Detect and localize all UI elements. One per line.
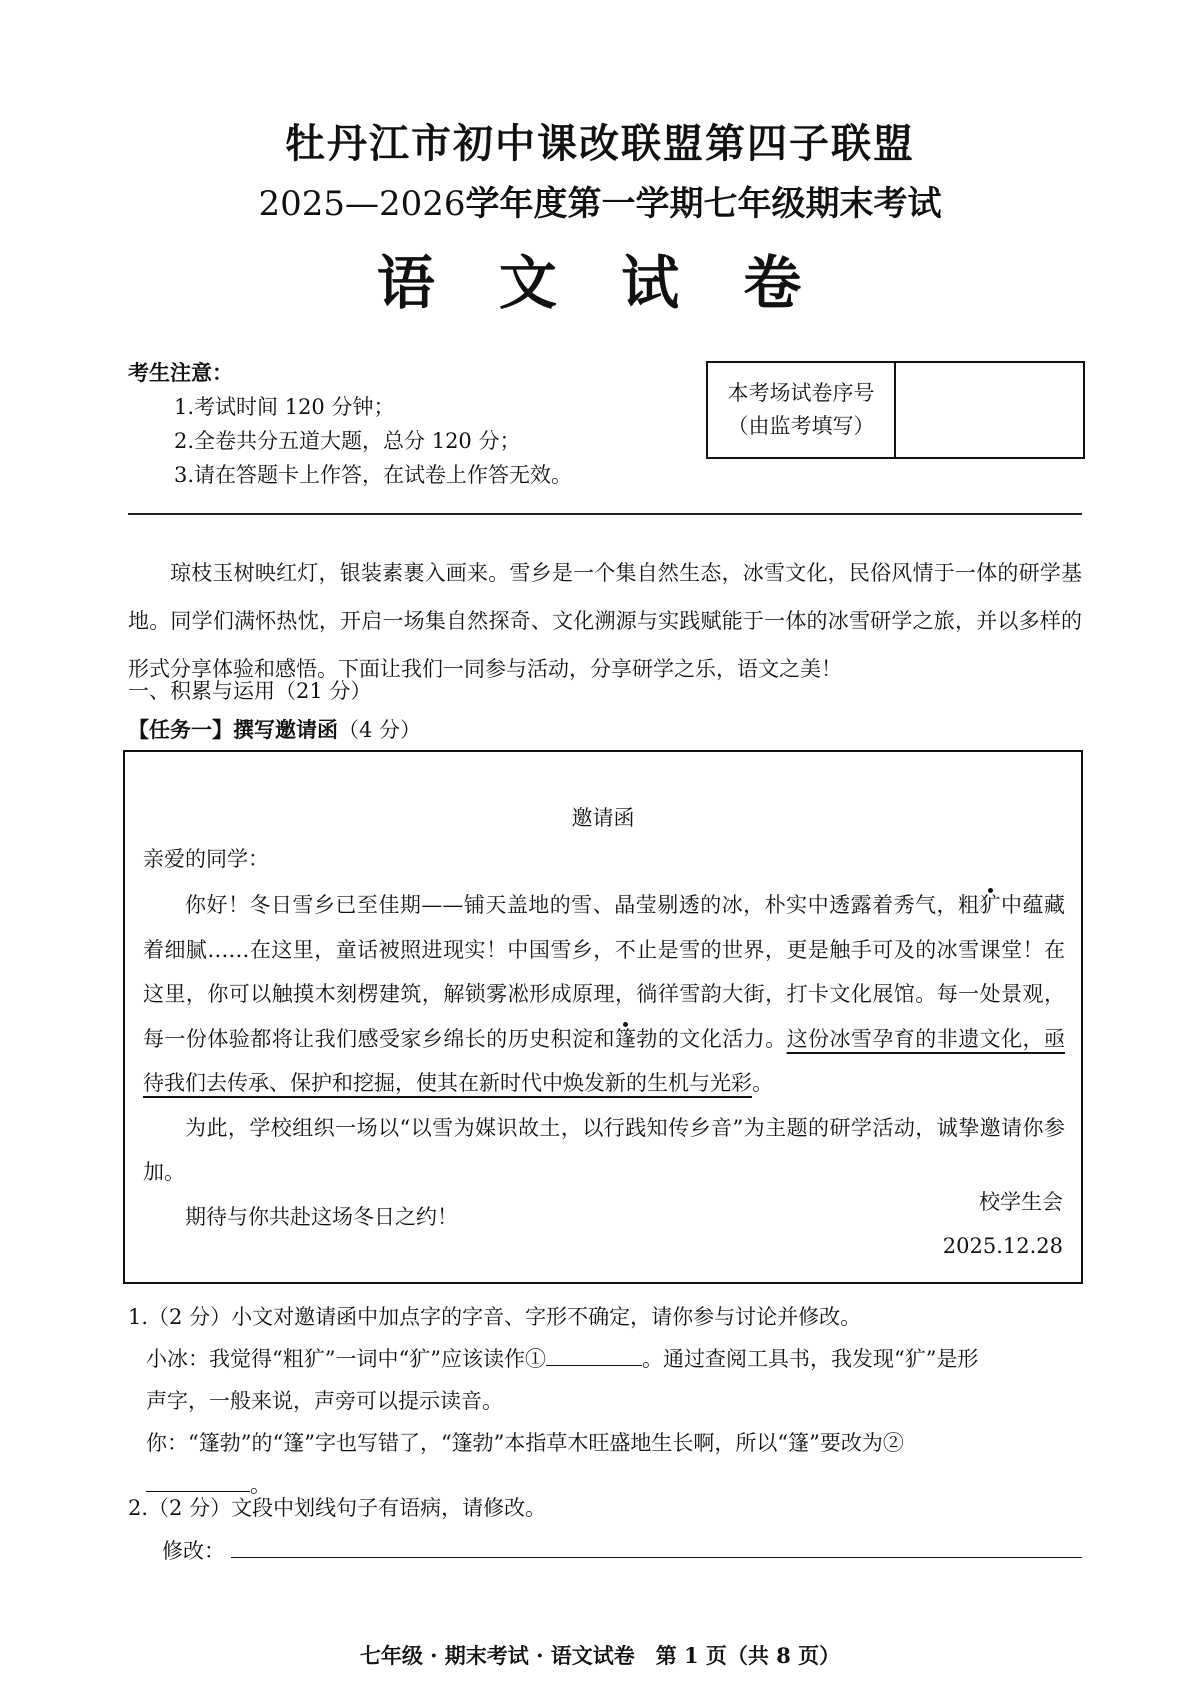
intro-paragraph: 琼枝玉树映红灯，银装素裹入画来。雪乡是一个集自然生态，冰雪文化，民俗风情于一体的研学基地。同学们满怀热忱，开启一场集自然探奇、文化溯源与实践赋能于一体的冰雪研学之旅，并以多样的形式分享体验和感悟。下面让我们一同参与活动，分享研学之乐，语文之美！ — [128, 561, 1082, 681]
letter-text: 你好！冬日雪乡已至佳期——铺天盖地的雪、晶莹剔透的冰，朴实中透露着秀气，粗 — [185, 893, 980, 917]
exam-year: 2025—2026 — [258, 184, 466, 224]
serial-label-line1: 本考场试卷序号 — [727, 381, 875, 405]
question-text: 。 — [250, 1473, 271, 1497]
letter-paragraph: 为此，学校组织一场以“以雪为媒识故土，以行践知传乡音”为主题的研学活动，诚挚邀请你参加。 — [143, 1115, 1065, 1184]
question-text: 。通过查阅工具书，我发现“犷”是形 — [641, 1347, 979, 1371]
notice-item: 2.全卷共分五道大题，总分 120 分； — [174, 429, 521, 453]
page-footer: 七年级 · 期末考试 · 语文试卷 第 1 页（共 8 页） — [359, 1643, 841, 1668]
notice-item: 1.考试时间 120 分钟； — [174, 395, 395, 419]
question-stem: 1.（2 分）小文对邀请函中加点字的字音、字形不确定，请你参与讨论并修改。 — [128, 1305, 862, 1329]
candidate-notice — [128, 356, 572, 492]
serial-label — [708, 363, 896, 457]
notice-item: 3.请在答题卡上作答，在试卷上作答无效。 — [174, 463, 573, 487]
question-line: 声字，一般来说，声旁可以提示读音。 — [146, 1389, 503, 1413]
exam-term-title — [0, 176, 1200, 225]
question-line — [128, 1529, 1082, 1572]
letter-signer: 校学生会 — [979, 1190, 1063, 1214]
task-score: （4 分） — [338, 718, 422, 742]
dotted-character: 篷 — [614, 1026, 637, 1051]
letter-greeting: 亲爱的同学： — [143, 847, 269, 871]
letter-title: 邀请函 — [571, 806, 635, 830]
question-line: 你：“篷勃”的“篷”字也写错了，“篷勃”本指草木旺盛地生长啊，所以“篷”要改为② — [146, 1431, 904, 1455]
invitation-letter-box — [123, 750, 1083, 1284]
dotted-character: 犷 — [979, 893, 1002, 917]
letter-date: 2025.12.28 — [942, 1234, 1063, 1258]
letter-paragraph: 期待与你共赴这场冬日之约！ — [185, 1204, 458, 1229]
section-heading: 一、积累与运用（21 分） — [128, 679, 372, 703]
letter-text: 勃的文化活力。 — [636, 1026, 787, 1051]
header-divider — [128, 513, 1082, 515]
exam-alliance-title: 牡丹江市初中课改联盟第四子联盟 — [285, 120, 915, 167]
underlined-sentence: 这份冰雪孕育的非遗文化，亟待我们去传承、保护和挖掘，使其在新时代中焕发新的生机与光彩 — [143, 1026, 1066, 1095]
letter-text: 。 — [752, 1071, 773, 1095]
letter-paragraph — [143, 883, 1065, 1106]
letter-body — [143, 883, 1065, 1239]
question-line — [128, 1338, 1082, 1380]
notice-title: 考生注意： — [128, 360, 233, 385]
question-2 — [128, 1487, 1082, 1572]
paper-title: 语 文 试 卷 — [376, 249, 824, 317]
fix-label: 修改： — [162, 1539, 225, 1563]
answer-blank-1[interactable] — [546, 1343, 642, 1366]
question-stem: 2.（2 分）文段中划线句子有语病，请修改。 — [128, 1496, 547, 1520]
serial-label-line2: （由监考填写） — [727, 414, 875, 438]
serial-write-cell[interactable] — [896, 363, 1083, 457]
fix-answer-line[interactable] — [231, 1529, 1082, 1558]
question-text: 小冰：我觉得“粗犷”一词中“犷”应该读作① — [146, 1347, 546, 1371]
letter-signature — [943, 1180, 1063, 1268]
paper-serial-box — [706, 361, 1085, 459]
exam-term-text: 学年度第一学期七年级期末考试 — [465, 184, 942, 224]
task-label: 【任务一】撰写邀请函 — [128, 717, 338, 742]
question-1 — [128, 1296, 1082, 1506]
letter-text: 中蕴藏着细腻……在这里，童话被照进现实！中国雪乡，不止是雪的世界，更是触手可及的冰雪课堂！在这里，你可以触摸木刻楞建筑，解锁雾凇形成原理，徜徉雪韵大街，打卡文化展馆。每一处景观，每一份体验都将让我们感受家乡绵长的历史积淀和 — [143, 893, 1066, 1051]
task-heading — [128, 714, 421, 744]
